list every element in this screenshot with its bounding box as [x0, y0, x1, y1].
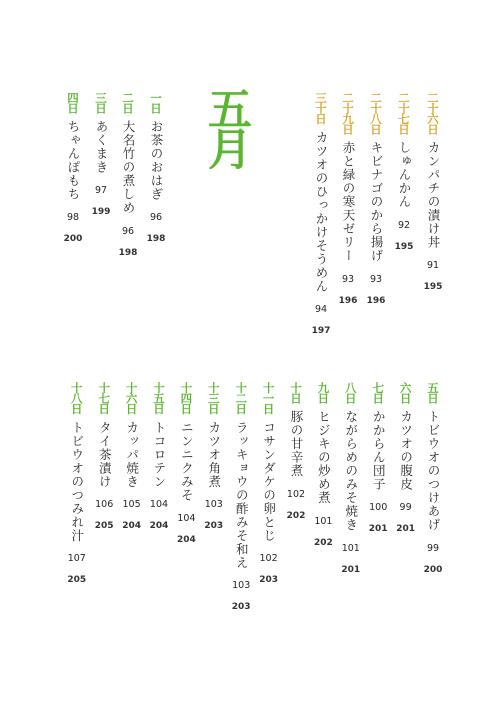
entry-page-secondary: 202 [286, 510, 306, 521]
toc-entry[interactable] [144, 92, 168, 244]
entry-day: 一日 [149, 92, 163, 113]
entry-page: 101 [341, 542, 360, 554]
entry-day: 十四日 [179, 382, 194, 414]
entry-page: 98 [66, 212, 80, 223]
entry-page: 99 [426, 542, 440, 554]
entry-title: キビナゴのから揚げ [369, 141, 384, 263]
entry-page-secondary: 198 [146, 234, 166, 244]
entry-title: コサンダケの卵とじ [261, 420, 277, 542]
toc-entry[interactable] [394, 382, 418, 534]
entry-day: 十七日 [97, 382, 112, 414]
entry-day: 九日 [316, 382, 331, 403]
entry-page-secondary: 198 [118, 247, 138, 258]
entry-day: 四日 [66, 92, 80, 113]
entry-title: かからん団子 [371, 410, 387, 491]
month-title: 五月 [200, 86, 251, 166]
entry-title: トビウオのつみれ汁 [69, 420, 85, 542]
entry-page: 107 [67, 553, 86, 564]
toc-entry[interactable] [61, 92, 85, 244]
entry-page: 99 [399, 502, 412, 513]
entry-page: 96 [121, 225, 135, 237]
entry-page: 93 [341, 273, 355, 285]
entry-title: ヒジキの炒め煮 [316, 410, 332, 505]
entry-page-secondary: 195 [423, 282, 443, 292]
toc-entry[interactable] [257, 382, 281, 585]
entry-day: 十八日 [69, 382, 84, 414]
entry-day: 七日 [371, 382, 386, 403]
entry-title: ちゃんぽもち [66, 120, 81, 201]
entry-page: 93 [369, 273, 383, 285]
entry-page-secondary: 203 [259, 575, 278, 585]
entry-title: カンパチの漬け丼 [426, 141, 441, 249]
entry-page-secondary: 196 [366, 295, 386, 306]
entry-day: 十一日 [261, 382, 276, 414]
entry-day: 十二日 [234, 382, 249, 414]
toc-entry[interactable] [174, 382, 198, 545]
toc-entry[interactable] [65, 382, 89, 585]
entry-page-secondary: 197 [311, 325, 331, 336]
toc-entry[interactable] [309, 92, 333, 336]
toc-entry[interactable] [284, 382, 308, 521]
entry-page-secondary: 200 [423, 564, 443, 575]
entry-page-secondary: 202 [313, 537, 333, 548]
entry-page: 102 [259, 553, 278, 564]
entry-title: 豚の甘辛煮 [289, 410, 304, 478]
toc-entry[interactable] [336, 92, 360, 306]
toc-entry[interactable] [92, 382, 116, 531]
entry-page: 104 [177, 512, 196, 524]
entry-title: タイ茶漬け [97, 420, 113, 488]
entry-title: しゅんかん [397, 141, 412, 209]
entry-page: 92 [397, 219, 411, 231]
entry-day: 三十日 [314, 92, 328, 124]
toc-entry[interactable] [311, 382, 335, 548]
entry-day: 二十六日 [426, 92, 440, 134]
entry-page: 105 [122, 499, 141, 510]
entry-day: 三日 [94, 92, 108, 113]
entry-title: ニンニクみそ [179, 420, 195, 502]
entry-day: 十六日 [124, 382, 139, 414]
entry-page: 100 [369, 502, 388, 513]
entry-day: 五日 [426, 382, 440, 403]
entry-page: 102 [286, 488, 306, 500]
entry-page-secondary: 205 [94, 521, 114, 531]
entry-day: 八日 [343, 382, 358, 403]
entry-page-secondary: 203 [204, 521, 224, 531]
toc-entry[interactable] [421, 382, 445, 575]
entry-day: 二十八日 [369, 92, 383, 134]
entry-title: カツオの腹皮 [398, 410, 414, 491]
entry-day: 二十七日 [397, 92, 411, 134]
entry-page: 101 [314, 515, 333, 527]
toc-entry[interactable] [392, 92, 416, 252]
entry-page-secondary: 204 [149, 521, 169, 531]
entry-page: 91 [426, 260, 440, 271]
toc-entry[interactable] [147, 382, 171, 531]
entry-page: 103 [204, 499, 223, 510]
entry-title: 赤と緑の寒天ゼリー [341, 141, 356, 263]
entry-title: カッパ焼き [124, 420, 140, 488]
entry-page-secondary: 204 [122, 521, 141, 531]
entry-page: 94 [314, 303, 328, 315]
toc-entry[interactable] [120, 382, 144, 531]
entry-page-secondary: 199 [91, 207, 111, 217]
toc-entry[interactable] [366, 382, 390, 534]
entry-page: 97 [94, 185, 108, 196]
entry-title: トビウオのつけあげ [426, 410, 441, 532]
entry-day: 二十九日 [341, 92, 355, 134]
entry-page: 106 [95, 499, 114, 510]
toc-entry[interactable] [339, 382, 363, 575]
entry-day: 十五日 [152, 382, 166, 414]
entry-page-secondary: 201 [341, 564, 361, 575]
entry-page-secondary: 205 [67, 575, 87, 585]
toc-entry[interactable] [229, 382, 253, 612]
entry-day: 二日 [121, 92, 135, 113]
entry-title: ラッキョウの酢みそ和え [234, 420, 250, 569]
entry-day: 六日 [398, 382, 413, 403]
entry-title: カツオのひっかけそうめん [314, 130, 329, 293]
entry-page-secondary: 201 [368, 524, 388, 534]
entry-day: 十三日 [206, 382, 221, 414]
entry-title: カツオ角煮 [206, 420, 222, 488]
entry-page-secondary: 196 [338, 295, 358, 306]
entry-page-secondary: 204 [176, 534, 196, 545]
toc-entry[interactable] [202, 382, 226, 531]
entry-page-secondary: 201 [396, 524, 415, 534]
entry-title: トコロテン [152, 420, 167, 488]
entry-page: 103 [232, 580, 251, 591]
entry-page: 96 [149, 212, 163, 223]
toc-entry[interactable] [89, 92, 113, 217]
entry-day: 十日 [289, 382, 303, 403]
entry-title: 大名竹の煮しめ [121, 120, 136, 215]
toc-entry[interactable] [116, 92, 140, 258]
entry-title: お茶のおはぎ [149, 120, 164, 201]
entry-page-secondary: 203 [231, 602, 251, 612]
entry-page-secondary: 200 [63, 234, 83, 244]
entry-title: ながらめのみそ焼き [343, 410, 359, 532]
toc-entry[interactable] [421, 92, 445, 292]
toc-entry[interactable] [364, 92, 388, 306]
entry-title: あくまき [94, 120, 109, 174]
entry-page: 104 [149, 499, 169, 510]
entry-page-secondary: 195 [394, 241, 414, 252]
